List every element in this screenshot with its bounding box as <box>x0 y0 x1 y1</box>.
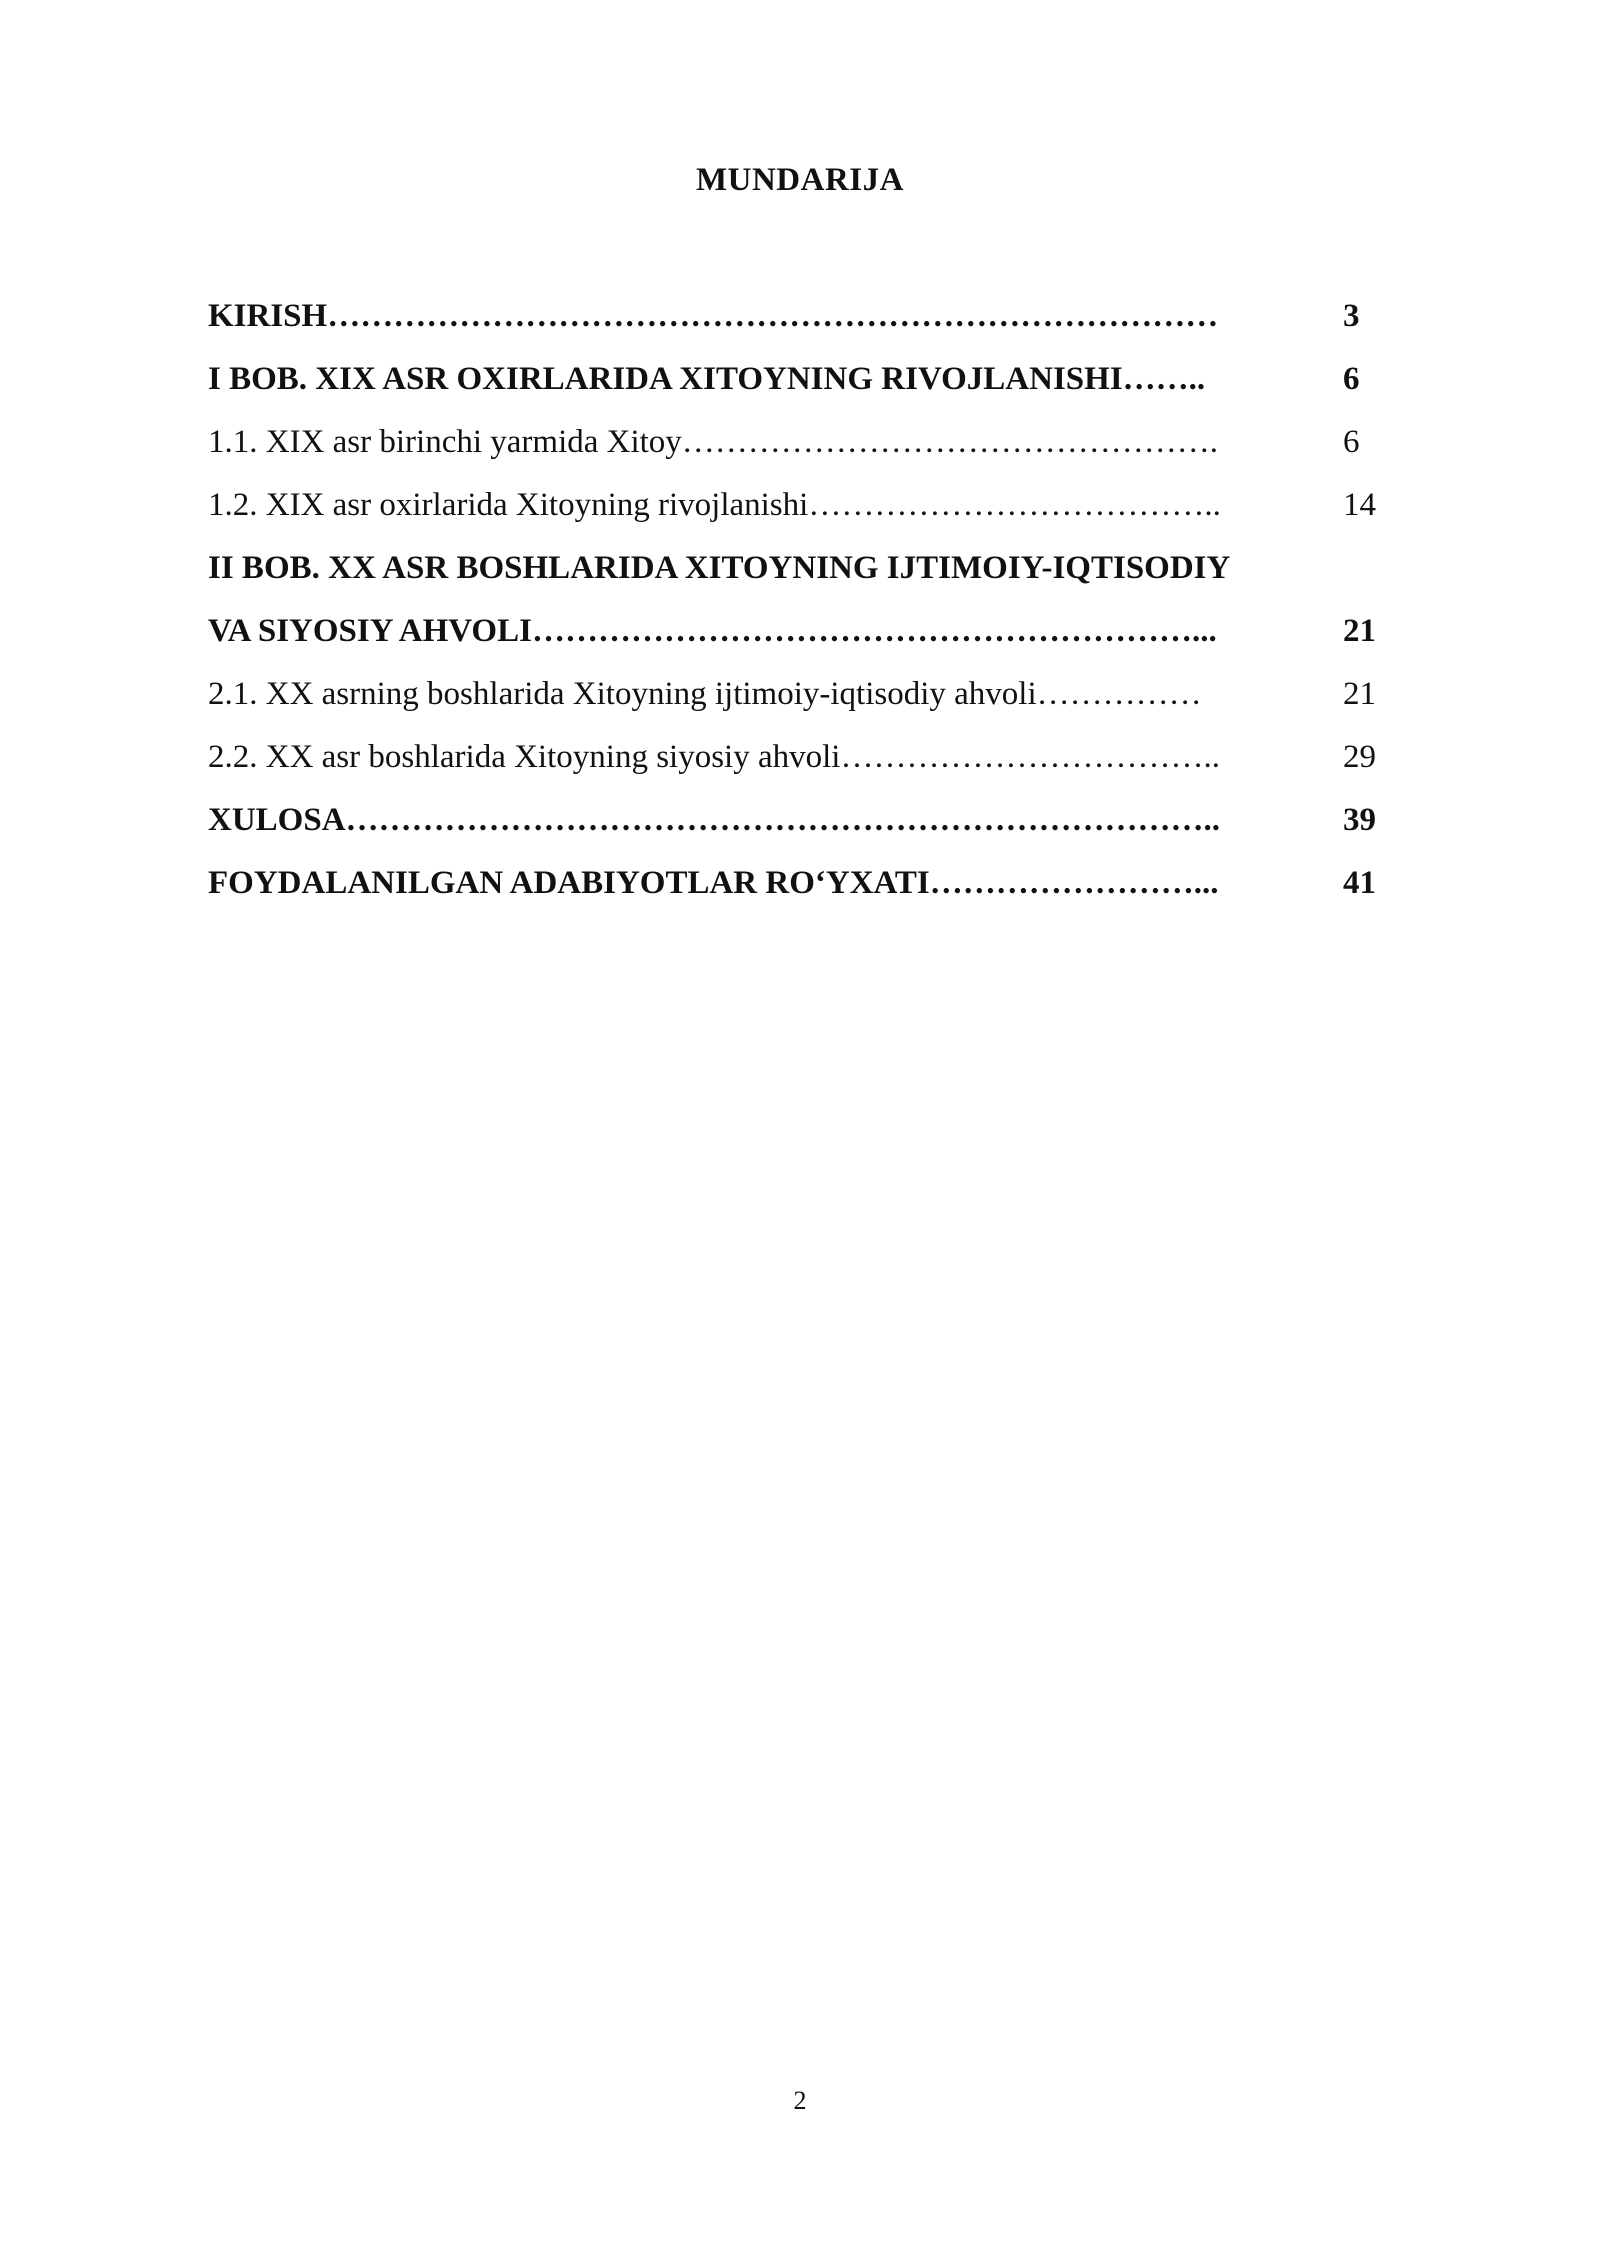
toc-entry-bibliography[interactable] <box>208 852 1403 915</box>
toc-entry-page: 21 <box>1343 613 1376 649</box>
toc-entry-kirish[interactable] <box>208 285 1403 348</box>
toc-entry-xulosa[interactable] <box>208 789 1403 852</box>
toc-entry-chapter-2-line-1[interactable] <box>208 537 1403 600</box>
page-title: MUNDARIJA <box>696 162 904 198</box>
toc-entry-section-2-2[interactable] <box>208 726 1403 789</box>
toc-entry-page: 29 <box>1343 739 1376 775</box>
toc-entry-title: KIRISH……………………………………………………………………… <box>208 298 1219 334</box>
toc-entry-title: II BOB. XX ASR BOSHLARIDA XITOYNING IJTIMOIY-IQTISODIY <box>208 550 1231 586</box>
toc-entry-page: 6 <box>1343 361 1360 397</box>
toc-entry-title: 2.2. XX asr boshlarida Xitoyning siyosiy ahvoli…………………………….. <box>208 739 1220 775</box>
toc-entry-section-2-1[interactable] <box>208 663 1403 726</box>
toc-entry-title: I BOB. XIX ASR OXIRLARIDA XITOYNING RIVOJLANISHI…….. <box>208 361 1206 397</box>
toc-entry-title: 2.1. XX asrning boshlarida Xitoyning ijtimoiy-iqtisodiy ahvoli…………… <box>208 676 1202 712</box>
toc-entry-section-1-1[interactable] <box>208 411 1403 474</box>
page-number: 2 <box>793 2086 807 2115</box>
toc-entry-chapter-2-line-2[interactable] <box>208 600 1403 663</box>
toc-entry-page: 6 <box>1343 424 1360 460</box>
toc-entry-page: 21 <box>1343 676 1376 712</box>
toc-entry-page: 41 <box>1343 865 1376 901</box>
toc-entry-page: 39 <box>1343 802 1376 838</box>
table-of-contents <box>208 285 1403 915</box>
toc-entry-title: FOYDALANILGAN ADABIYOTLAR RO‘YXATI……………………... <box>208 865 1219 901</box>
toc-entry-page: 3 <box>1343 298 1360 334</box>
toc-entry-title: XULOSA…………………………………………………………………….. <box>208 802 1221 838</box>
toc-entry-title: 1.1. XIX asr birinchi yarmida Xitoy…………………………………………. <box>208 424 1219 460</box>
toc-entry-title: 1.2. XIX asr oxirlarida Xitoyning rivojlanishi……………………………….. <box>208 487 1221 523</box>
toc-entry-section-1-2[interactable] <box>208 474 1403 537</box>
toc-entry-chapter-1[interactable] <box>208 348 1403 411</box>
toc-entry-title: VA SIYOSIY AHVOLI……………………………………………………... <box>208 613 1217 649</box>
toc-entry-page: 14 <box>1343 487 1376 523</box>
